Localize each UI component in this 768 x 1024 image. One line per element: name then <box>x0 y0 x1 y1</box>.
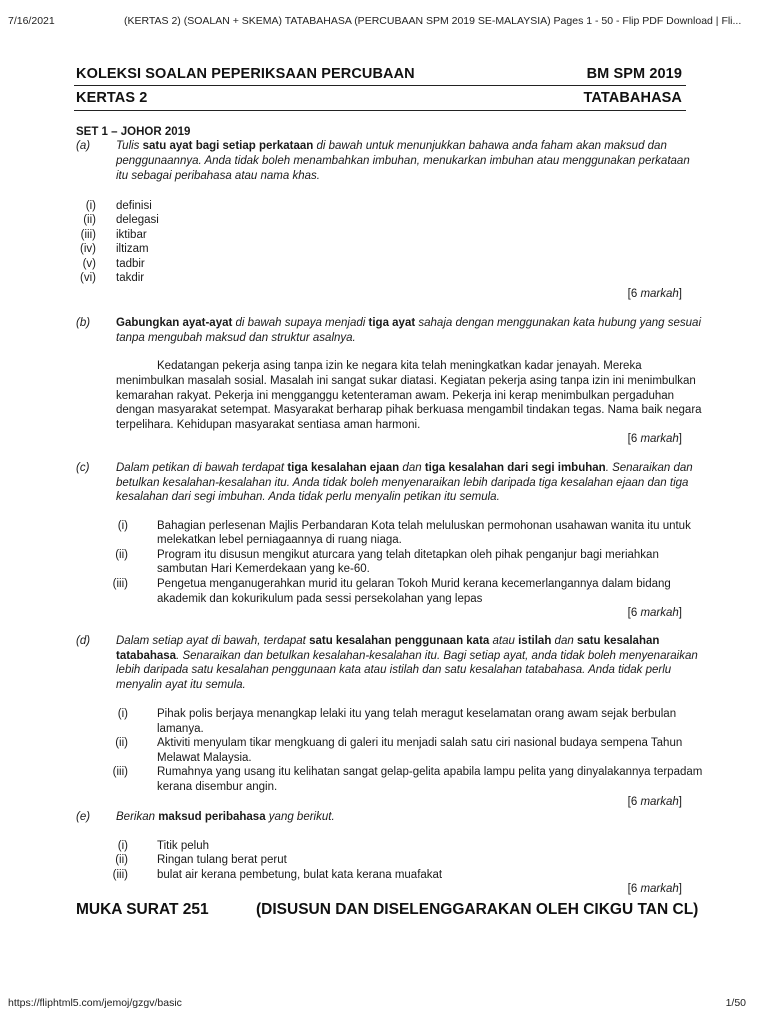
list-item: Aktiviti menyulam tikar mengkuang di galeri itu menjadi salah satu ciri nasional budaya sempena Tahun <box>157 737 683 749</box>
question-label-e: (e) <box>76 811 91 823</box>
print-page-counter: 1/50 <box>725 997 746 1009</box>
list-item-num: (ii) <box>115 854 128 866</box>
marks-label: [6 markah] <box>627 288 682 300</box>
question-label-d: (d) <box>76 635 91 647</box>
list-item: definisi <box>116 200 152 212</box>
question-b-line-1: Gabungkan ayat-ayat di bawah supaya menjadi tiga ayat sahaja dengan menggunakan kata hubung yang sesuai <box>116 317 702 329</box>
list-item-num: (i) <box>117 840 128 852</box>
list-item: Titik peluh <box>157 840 209 852</box>
list-item-num: (iii) <box>80 229 96 241</box>
list-item-num: (v) <box>82 258 96 270</box>
marks-label: [6 markah] <box>627 607 682 619</box>
list-item: Ringan tulang berat perut <box>157 854 287 866</box>
set-title: SET 1 – JOHOR 2019 <box>76 126 191 138</box>
list-item: lamanya. <box>157 723 204 735</box>
question-d-line-3: lebih daripada satu kesalahan penggunaan kata atau istilah dan satu kesalahan tatabahasa. Anda tidak perlu <box>116 664 672 676</box>
list-item: Program itu disusun mengikut aturcara yang telah ditetapkan oleh pihak penganjur bagi meriahkan <box>157 549 659 561</box>
list-item: takdir <box>116 272 145 284</box>
list-item: tadbir <box>116 258 145 270</box>
list-item: Pengetua menganugerahkan murid itu gelaran Tokoh Murid kerana kecemerlangannya dalam bidang <box>157 578 671 590</box>
passage-b-line-4: dengan masyarakat setempat. Masyarakat berharap pihak berkuasa mengambil tindakan tegas. Nama baik negara <box>116 404 702 416</box>
question-b-line-2: tanpa mengubah maksud dan struktur asalnya. <box>116 332 356 344</box>
list-item: Melawat Malaysia. <box>157 752 252 764</box>
list-item-num: (i) <box>85 200 96 212</box>
marks-label: [6 markah] <box>627 796 682 808</box>
list-item: kerana disembur angin. <box>157 781 278 793</box>
list-item: sambutan Hari Kemerdekaan yang ke-60. <box>157 563 370 575</box>
list-item: bulat air kerana pembetung, bulat kata kerana muafakat <box>157 869 443 881</box>
print-page-title: (KERTAS 2) (SOALAN + SKEMA) TATABAHASA (PERCUBAAN SPM 2019 SE-MALAYSIA) Pages 1 - 50 - Flip PDF Download | Fli... <box>124 15 742 27</box>
list-item-num: (ii) <box>115 737 128 749</box>
list-item-num: (i) <box>117 708 128 720</box>
passage-b-line-1: Kedatangan pekerja asing tanpa izin ke negara kita telah meningkatkan kadar jenayah. Mereka <box>157 360 642 372</box>
header-rule-bottom <box>74 110 686 111</box>
question-c-line-3: kesalahan dari segi imbuhan. Anda tidak perlu menyalin petikan itu semula. <box>116 491 500 503</box>
question-d-line-1: Dalam setiap ayat di bawah, terdapat satu kesalahan penggunaan kata atau istilah dan satu kesalahan <box>116 635 660 647</box>
header-rule-top <box>74 85 686 86</box>
question-e-line-1: Berikan maksud peribahasa yang berikut. <box>116 811 335 823</box>
marks-label: [6 markah] <box>627 883 682 895</box>
list-item: melekatkan lebel perniagaannya di ruang niaga. <box>157 534 402 546</box>
author-credit-footer: (DISUSUN DAN DISELENGGARAKAN OLEH CIKGU TAN CL) <box>256 901 699 918</box>
question-a-line-2: penggunaannya. Anda tidak boleh menambahkan imbuhan, menukarkan imbuhan atau menggunakan perkataan <box>116 155 690 167</box>
list-item-num: (ii) <box>83 214 96 226</box>
passage-b-line-3: kemarahan rakyat. Pekerja ini mengganggu ketenteraman awam. Pekerja ini kerap menimbulkan pergaduhan <box>116 390 675 402</box>
question-c-line-2: betulkan kesalahan-kesalahan itu. Anda tidak boleh menyenaraikan lebih daripada tiga kesalahan ejaan dan tiga <box>116 477 689 489</box>
passage-b-line-2: menimbulkan masalah sosial. Masalah ini sangat sukar diatasi. Kegiatan pekerja asing tanpa izin ini menimbulkan <box>116 375 696 387</box>
list-item-num: (iii) <box>112 766 128 778</box>
question-a-line-1: Tulis satu ayat bagi setiap perkataan di bawah untuk menunjukkan bahawa anda faham akan maksud dan <box>116 140 667 152</box>
list-item-num: (iii) <box>112 578 128 590</box>
list-item-num: (vi) <box>80 272 96 284</box>
list-item-num: (iv) <box>80 243 96 255</box>
marks-label: [6 markah] <box>627 433 682 445</box>
list-item: Rumahnya yang usang itu kelihatan sangat gelap-gelita apabila lampu pelita yang dinyalakannya terpadam <box>157 766 703 778</box>
question-c-line-1: Dalam petikan di bawah terdapat tiga kesalahan ejaan dan tiga kesalahan dari segi imbuhan. Senaraikan dan <box>116 462 693 474</box>
doc-title-left: KOLEKSI SOALAN PEPERIKSAAN PERCUBAAN <box>76 66 415 82</box>
doc-subtitle-left: KERTAS 2 <box>76 90 148 106</box>
list-item: Pihak polis berjaya menangkap lelaki itu yang telah meragut keselamatan orang awam sejak berbulan <box>157 708 677 720</box>
print-url: https://fliphtml5.com/jemoj/gzgv/basic <box>8 997 182 1009</box>
question-label-b: (b) <box>76 317 91 329</box>
doc-title-right: BM SPM 2019 <box>586 66 682 82</box>
question-d-line-4: menyalin ayat itu semula. <box>116 679 246 691</box>
question-d-line-2: tatabahasa. Senaraikan dan betulkan kesalahan-kesalahan itu. Bagi setiap ayat, anda tidak boleh menyenaraikan <box>116 650 698 662</box>
question-label-c: (c) <box>76 462 90 474</box>
list-item: akademik dan kokurikulum pada sessi persekolahan yang lepas <box>157 593 483 605</box>
page-number-footer: MUKA SURAT 251 <box>76 901 209 918</box>
list-item: Bahagian perlesenan Majlis Perbandaran Kota telah meluluskan permohonan usahawan wanita itu untuk <box>157 520 691 532</box>
list-item-num: (iii) <box>112 869 128 881</box>
print-date: 7/16/2021 <box>8 15 55 27</box>
passage-b-line-5: terpelihara. Kehidupan masyarakat sentiasa aman harmoni. <box>116 419 421 431</box>
doc-subtitle-right: TATABAHASA <box>583 90 682 106</box>
list-item: delegasi <box>116 214 159 226</box>
list-item: iltizam <box>116 243 149 255</box>
question-label-a: (a) <box>76 140 91 152</box>
list-item-num: (i) <box>117 520 128 532</box>
list-item-num: (ii) <box>115 549 128 561</box>
list-item: iktibar <box>116 229 147 241</box>
question-a-line-3: itu sebagai peribahasa atau nama khas. <box>116 170 320 182</box>
